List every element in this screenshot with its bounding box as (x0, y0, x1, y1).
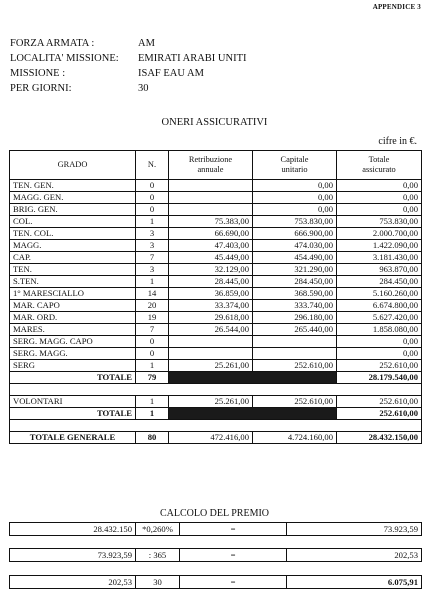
totale-cell: 963.870,00 (337, 264, 422, 276)
calc-result: 73.923,59 (287, 523, 422, 536)
totale-generale-row (10, 432, 422, 444)
table-row (10, 192, 422, 204)
table-row (10, 216, 422, 228)
info-row-giorni (10, 81, 247, 96)
retribuzione-cell: 36.859,00 (169, 288, 253, 300)
info-row-missione (10, 66, 247, 81)
info-label: FORZA ARMATA : (10, 38, 95, 49)
retribuzione-cell: 75.383,00 (169, 216, 253, 228)
info-row-forza-armata (10, 36, 247, 51)
totale-cell: 0,00 (337, 180, 422, 192)
totale-generale-tot: 28.432.150,00 (337, 432, 422, 444)
capitale-cell: 333.740,00 (253, 300, 337, 312)
totale-generale-cap: 4.724.160,00 (253, 432, 337, 444)
capitale-cell: 0,00 (253, 204, 337, 216)
insurance-table (9, 150, 422, 444)
table-row (10, 360, 422, 372)
table-row (10, 288, 422, 300)
currency-note: cifre in €. (378, 136, 417, 147)
table-row (10, 348, 422, 360)
calc-equals: = (180, 523, 287, 536)
capitale-cell: 474.030,00 (253, 240, 337, 252)
info-label: PER GIORNI: (10, 83, 72, 94)
volontari-grado: VOLONTARI (10, 396, 136, 408)
table-row (10, 264, 422, 276)
capitale-cell: 753.830,00 (253, 216, 337, 228)
redacted-block (169, 372, 337, 384)
totale-cell: 753.830,00 (337, 216, 422, 228)
premio-title: CALCOLO DEL PREMIO (159, 508, 270, 519)
count-cell: 0 (136, 180, 169, 192)
mission-info (10, 36, 247, 96)
rank-cell: TEN. GEN. (10, 180, 136, 192)
capitale-cell (253, 336, 337, 348)
info-label: LOCALITA' MISSIONE: (10, 53, 119, 64)
retribuzione-cell: 26.544,00 (169, 324, 253, 336)
retribuzione-cell: 32.129,00 (169, 264, 253, 276)
capitale-cell (253, 348, 337, 360)
rank-cell: S.TEN. (10, 276, 136, 288)
totale-cell: 252.610,00 (337, 360, 422, 372)
premio-calc-3 (9, 575, 422, 589)
header-retribuzione: Retribuzione annuale (169, 151, 253, 180)
header-capitale: Capitale unitario (253, 151, 337, 180)
count-cell: 3 (136, 228, 169, 240)
rank-cell: BRIG. GEN. (10, 204, 136, 216)
header-n: N. (136, 151, 169, 180)
retribuzione-cell: 28.445,00 (169, 276, 253, 288)
totale-cell: 5.160.260,00 (337, 288, 422, 300)
volontari-n: 1 (136, 396, 169, 408)
capitale-cell: 454.490,00 (253, 252, 337, 264)
totale-n: 79 (136, 372, 169, 384)
capitale-cell: 252.610,00 (253, 360, 337, 372)
retribuzione-cell (169, 192, 253, 204)
count-cell: 1 (136, 216, 169, 228)
capitale-cell: 666.900,00 (253, 228, 337, 240)
info-value: AM (138, 38, 155, 49)
count-cell: 1 (136, 276, 169, 288)
totale-cell: 0,00 (337, 204, 422, 216)
totale-row-1 (10, 372, 422, 384)
premio-calc-1 (9, 522, 422, 536)
volontari-tot: 252.610,00 (337, 396, 422, 408)
count-cell: 14 (136, 288, 169, 300)
totale-cell: 0,00 (337, 336, 422, 348)
retribuzione-cell: 29.618,00 (169, 312, 253, 324)
totale-amount: 28.179.540,00 (337, 372, 422, 384)
redacted-block (169, 408, 337, 420)
info-value: 30 (138, 83, 149, 94)
retribuzione-cell (169, 336, 253, 348)
volontari-row (10, 396, 422, 408)
totale-generale-n: 80 (136, 432, 169, 444)
totale-n: 1 (136, 408, 169, 420)
rank-cell: SERG. MAGG. CAPO (10, 336, 136, 348)
table-row (10, 324, 422, 336)
rank-cell: SERG. MAGG. (10, 348, 136, 360)
count-cell: 7 (136, 252, 169, 264)
table-row (10, 204, 422, 216)
retribuzione-cell: 25.261,00 (169, 360, 253, 372)
totale-label: TOTALE (10, 408, 136, 420)
count-cell: 0 (136, 204, 169, 216)
calc-operand: 73.923,59 (10, 549, 136, 562)
rank-cell: 1° MARESCIALLO (10, 288, 136, 300)
info-label: MISSIONE : (10, 68, 66, 79)
rank-cell: MAGG. GEN. (10, 192, 136, 204)
calc-row (10, 549, 422, 562)
retribuzione-cell (169, 180, 253, 192)
volontari-cap: 252.610,00 (253, 396, 337, 408)
capitale-cell: 296.180,00 (253, 312, 337, 324)
totale-label: TOTALE (10, 372, 136, 384)
calc-operator: *0,260% (136, 523, 180, 536)
capitale-cell: 0,00 (253, 180, 337, 192)
count-cell: 7 (136, 324, 169, 336)
rank-cell: CAP. (10, 252, 136, 264)
info-value: ISAF EAU AM (138, 68, 204, 79)
totale-cell: 3.181.430,00 (337, 252, 422, 264)
count-cell: 0 (136, 336, 169, 348)
totale-cell: 1.422.090,00 (337, 240, 422, 252)
rank-cell: MARES. (10, 324, 136, 336)
premio-calc-2 (9, 548, 422, 562)
rank-cell: MAGG. (10, 240, 136, 252)
info-row-localita (10, 51, 247, 66)
retribuzione-cell (169, 204, 253, 216)
totale-cell: 0,00 (337, 348, 422, 360)
calc-equals: = (180, 576, 287, 589)
header-totale: Totale assicurato (337, 151, 422, 180)
calc-operand: 202,53 (10, 576, 136, 589)
retribuzione-cell: 45.449,00 (169, 252, 253, 264)
calc-row (10, 576, 422, 589)
table-row (10, 228, 422, 240)
totale-generale-label: TOTALE GENERALE (10, 432, 136, 444)
count-cell: 0 (136, 192, 169, 204)
totale-generale-retr: 472.416,00 (169, 432, 253, 444)
retribuzione-cell: 66.690,00 (169, 228, 253, 240)
table-row (10, 180, 422, 192)
totale-cell: 5.627.420,00 (337, 312, 422, 324)
calc-operator: : 365 (136, 549, 180, 562)
rank-cell: TEN. COL. (10, 228, 136, 240)
calc-equals: = (180, 549, 287, 562)
calc-operand: 28.432.150 (10, 523, 136, 536)
capitale-cell: 368.590,00 (253, 288, 337, 300)
document-title: ONERI ASSICURATIVI (161, 117, 268, 128)
appendix-label: APPENDICE 3 (372, 3, 421, 11)
totale-amount: 252.610,00 (337, 408, 422, 420)
capitale-cell: 284.450,00 (253, 276, 337, 288)
table-header-row (10, 151, 422, 180)
table-row (10, 276, 422, 288)
calc-result: 6.075,91 (287, 576, 422, 589)
retribuzione-cell: 33.374,00 (169, 300, 253, 312)
totale-cell: 2.000.700,00 (337, 228, 422, 240)
retribuzione-cell: 47.403,00 (169, 240, 253, 252)
totale-cell: 0,00 (337, 192, 422, 204)
table-row (10, 312, 422, 324)
volontari-retr: 25.261,00 (169, 396, 253, 408)
totale-cell: 284.450,00 (337, 276, 422, 288)
count-cell: 3 (136, 240, 169, 252)
rank-cell: SERG (10, 360, 136, 372)
rank-cell: COL. (10, 216, 136, 228)
capitale-cell: 265.440,00 (253, 324, 337, 336)
table-row (10, 240, 422, 252)
table-row (10, 252, 422, 264)
totale-row-2 (10, 408, 422, 420)
rank-cell: TEN. (10, 264, 136, 276)
retribuzione-cell (169, 348, 253, 360)
calc-result: 202,53 (287, 549, 422, 562)
count-cell: 1 (136, 360, 169, 372)
header-grado: GRADO (10, 151, 136, 180)
capitale-cell: 0,00 (253, 192, 337, 204)
count-cell: 0 (136, 348, 169, 360)
info-value: EMIRATI ARABI UNITI (138, 53, 247, 64)
count-cell: 20 (136, 300, 169, 312)
calc-operator: 30 (136, 576, 180, 589)
totale-cell: 6.674.800,00 (337, 300, 422, 312)
rank-cell: MAR. ORD. (10, 312, 136, 324)
totale-cell: 1.858.080,00 (337, 324, 422, 336)
capitale-cell: 321.290,00 (253, 264, 337, 276)
calc-row (10, 523, 422, 536)
table-row (10, 336, 422, 348)
table-row (10, 300, 422, 312)
rank-rows (10, 180, 422, 372)
rank-cell: MAR. CAPO (10, 300, 136, 312)
count-cell: 19 (136, 312, 169, 324)
count-cell: 3 (136, 264, 169, 276)
